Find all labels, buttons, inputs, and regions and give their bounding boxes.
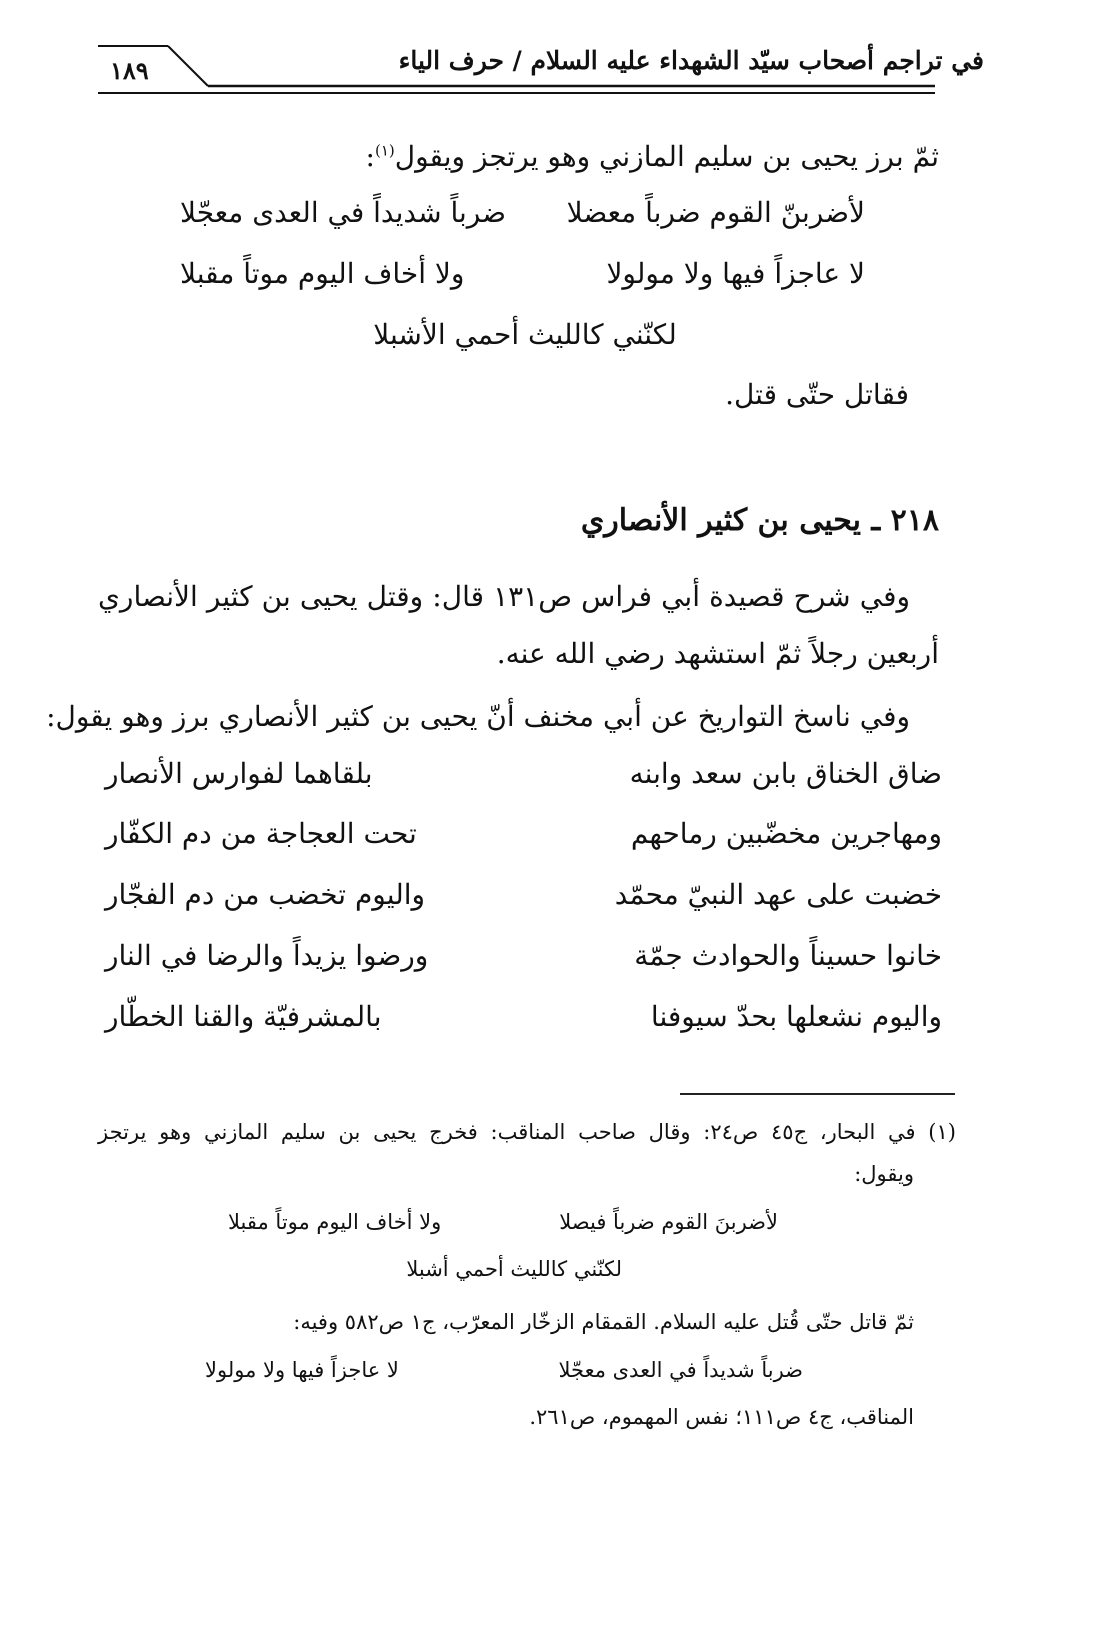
footnote-ref: (١) xyxy=(374,141,395,160)
verse-line xyxy=(180,196,865,236)
verse-line xyxy=(180,257,865,297)
verse-hemistich-first: ومهاجرين مخضّبين رماحهم xyxy=(630,817,942,850)
running-header xyxy=(0,0,1094,110)
verse-hemistich-second: ورضوا يزيداً والرضا في النار xyxy=(105,939,429,972)
verse-hemistich-second: ولا أخاف اليوم موتاً مقبلا xyxy=(228,1210,442,1234)
verse-hemistich-first: خانوا حسيناً والحوادث جمّة xyxy=(634,939,942,972)
verse-hemistich-first: خضبت على عهد النبيّ محمّد xyxy=(614,878,942,911)
footnote-verse-single: لكنّني كالليث أحمي أشبلا xyxy=(406,1257,622,1281)
paragraph-line: أربعين رجلاً ثمّ استشهد رضي الله عنه. xyxy=(496,637,939,670)
verse-hemistich-first: لأضربنَ القوم ضرباً فيصلا xyxy=(559,1210,778,1234)
page-number: ١٨٩ xyxy=(110,56,149,85)
verse-hemistich-first: لا عاجزاً فيها ولا مولولا xyxy=(606,257,865,290)
verse-hemistich-second: تحت العجاجة من دم الكفّار xyxy=(105,817,417,850)
verse-hemistich-second: ضرباً شديداً في العدى معجّلا xyxy=(180,196,507,229)
verse-line xyxy=(105,878,942,920)
verse-hemistich-second: ولا أخاف اليوم موتاً مقبلا xyxy=(180,257,465,290)
paragraph-line: وفي شرح قصيدة أبي فراس ص١٣١ قال: وقتل يحيى بن كثير الأنصاري xyxy=(98,580,910,613)
verse-hemistich-second: واليوم تخضب من دم الفجّار xyxy=(105,878,426,911)
intro-line xyxy=(366,140,939,173)
verse-hemistich-first: ضاق الخناق بابن سعد وابنه xyxy=(629,757,942,790)
verse-hemistich-first: ضرباً شديداً في العدى معجّلا xyxy=(558,1358,803,1382)
intro-text: ثمّ برز يحيى بن سليم المازني وهو يرتجز ويقول xyxy=(394,140,939,173)
footnote-verse xyxy=(228,1210,778,1240)
verse-hemistich-second: لا عاجزاً فيها ولا مولولا xyxy=(205,1358,399,1382)
verse-line xyxy=(105,757,942,799)
verse-single: لكنّني كالليث أحمي الأشبلا xyxy=(373,318,677,351)
footnote-line: ثمّ قاتل حتّى قُتل عليه السلام. القمقام الزخّار المعرّب، ج١ ص٥٨٢ وفيه: xyxy=(293,1310,914,1334)
footnote-line: (١) في البحار، ج٤٥ ص٢٤: وقال صاحب المناقب: فخرج يحيى بن سليم المازني وهو يرتجز xyxy=(98,1120,956,1144)
verse-line xyxy=(105,1000,942,1042)
verse-hemistich-first: لأضربنّ القوم ضرباً معضلا xyxy=(566,196,865,229)
verse-hemistich-second: بالمشرفيّة والقنا الخطّار xyxy=(105,1000,382,1033)
paragraph-line: وفي ناسخ التواريخ عن أبي مخنف أنّ يحيى بن كثير الأنصاري برز وهو يقول: xyxy=(46,700,910,733)
entry-heading: ٢١٨ ـ يحيى بن كثير الأنصاري xyxy=(580,503,939,538)
outro-line: فقاتل حتّى قتل. xyxy=(725,378,909,411)
footnote-verse xyxy=(205,1358,803,1388)
verse-line xyxy=(105,817,942,859)
footnote-line: ويقول: xyxy=(854,1162,914,1186)
verse-hemistich-first: واليوم نشعلها بحدّ سيوفنا xyxy=(650,1000,942,1033)
verse-hemistich-second: بلقاهما لفوارس الأنصار xyxy=(105,757,373,790)
running-title: في تراجم أصحاب سيّد الشهداء عليه السلام / حرف الياء xyxy=(398,46,984,75)
footnote-rule xyxy=(680,1093,955,1095)
verse-line xyxy=(105,939,942,981)
footnote-line: المناقب، ج٤ ص١١١؛ نفس المهموم، ص٢٦١. xyxy=(529,1405,914,1429)
intro-tail: : xyxy=(365,140,375,173)
